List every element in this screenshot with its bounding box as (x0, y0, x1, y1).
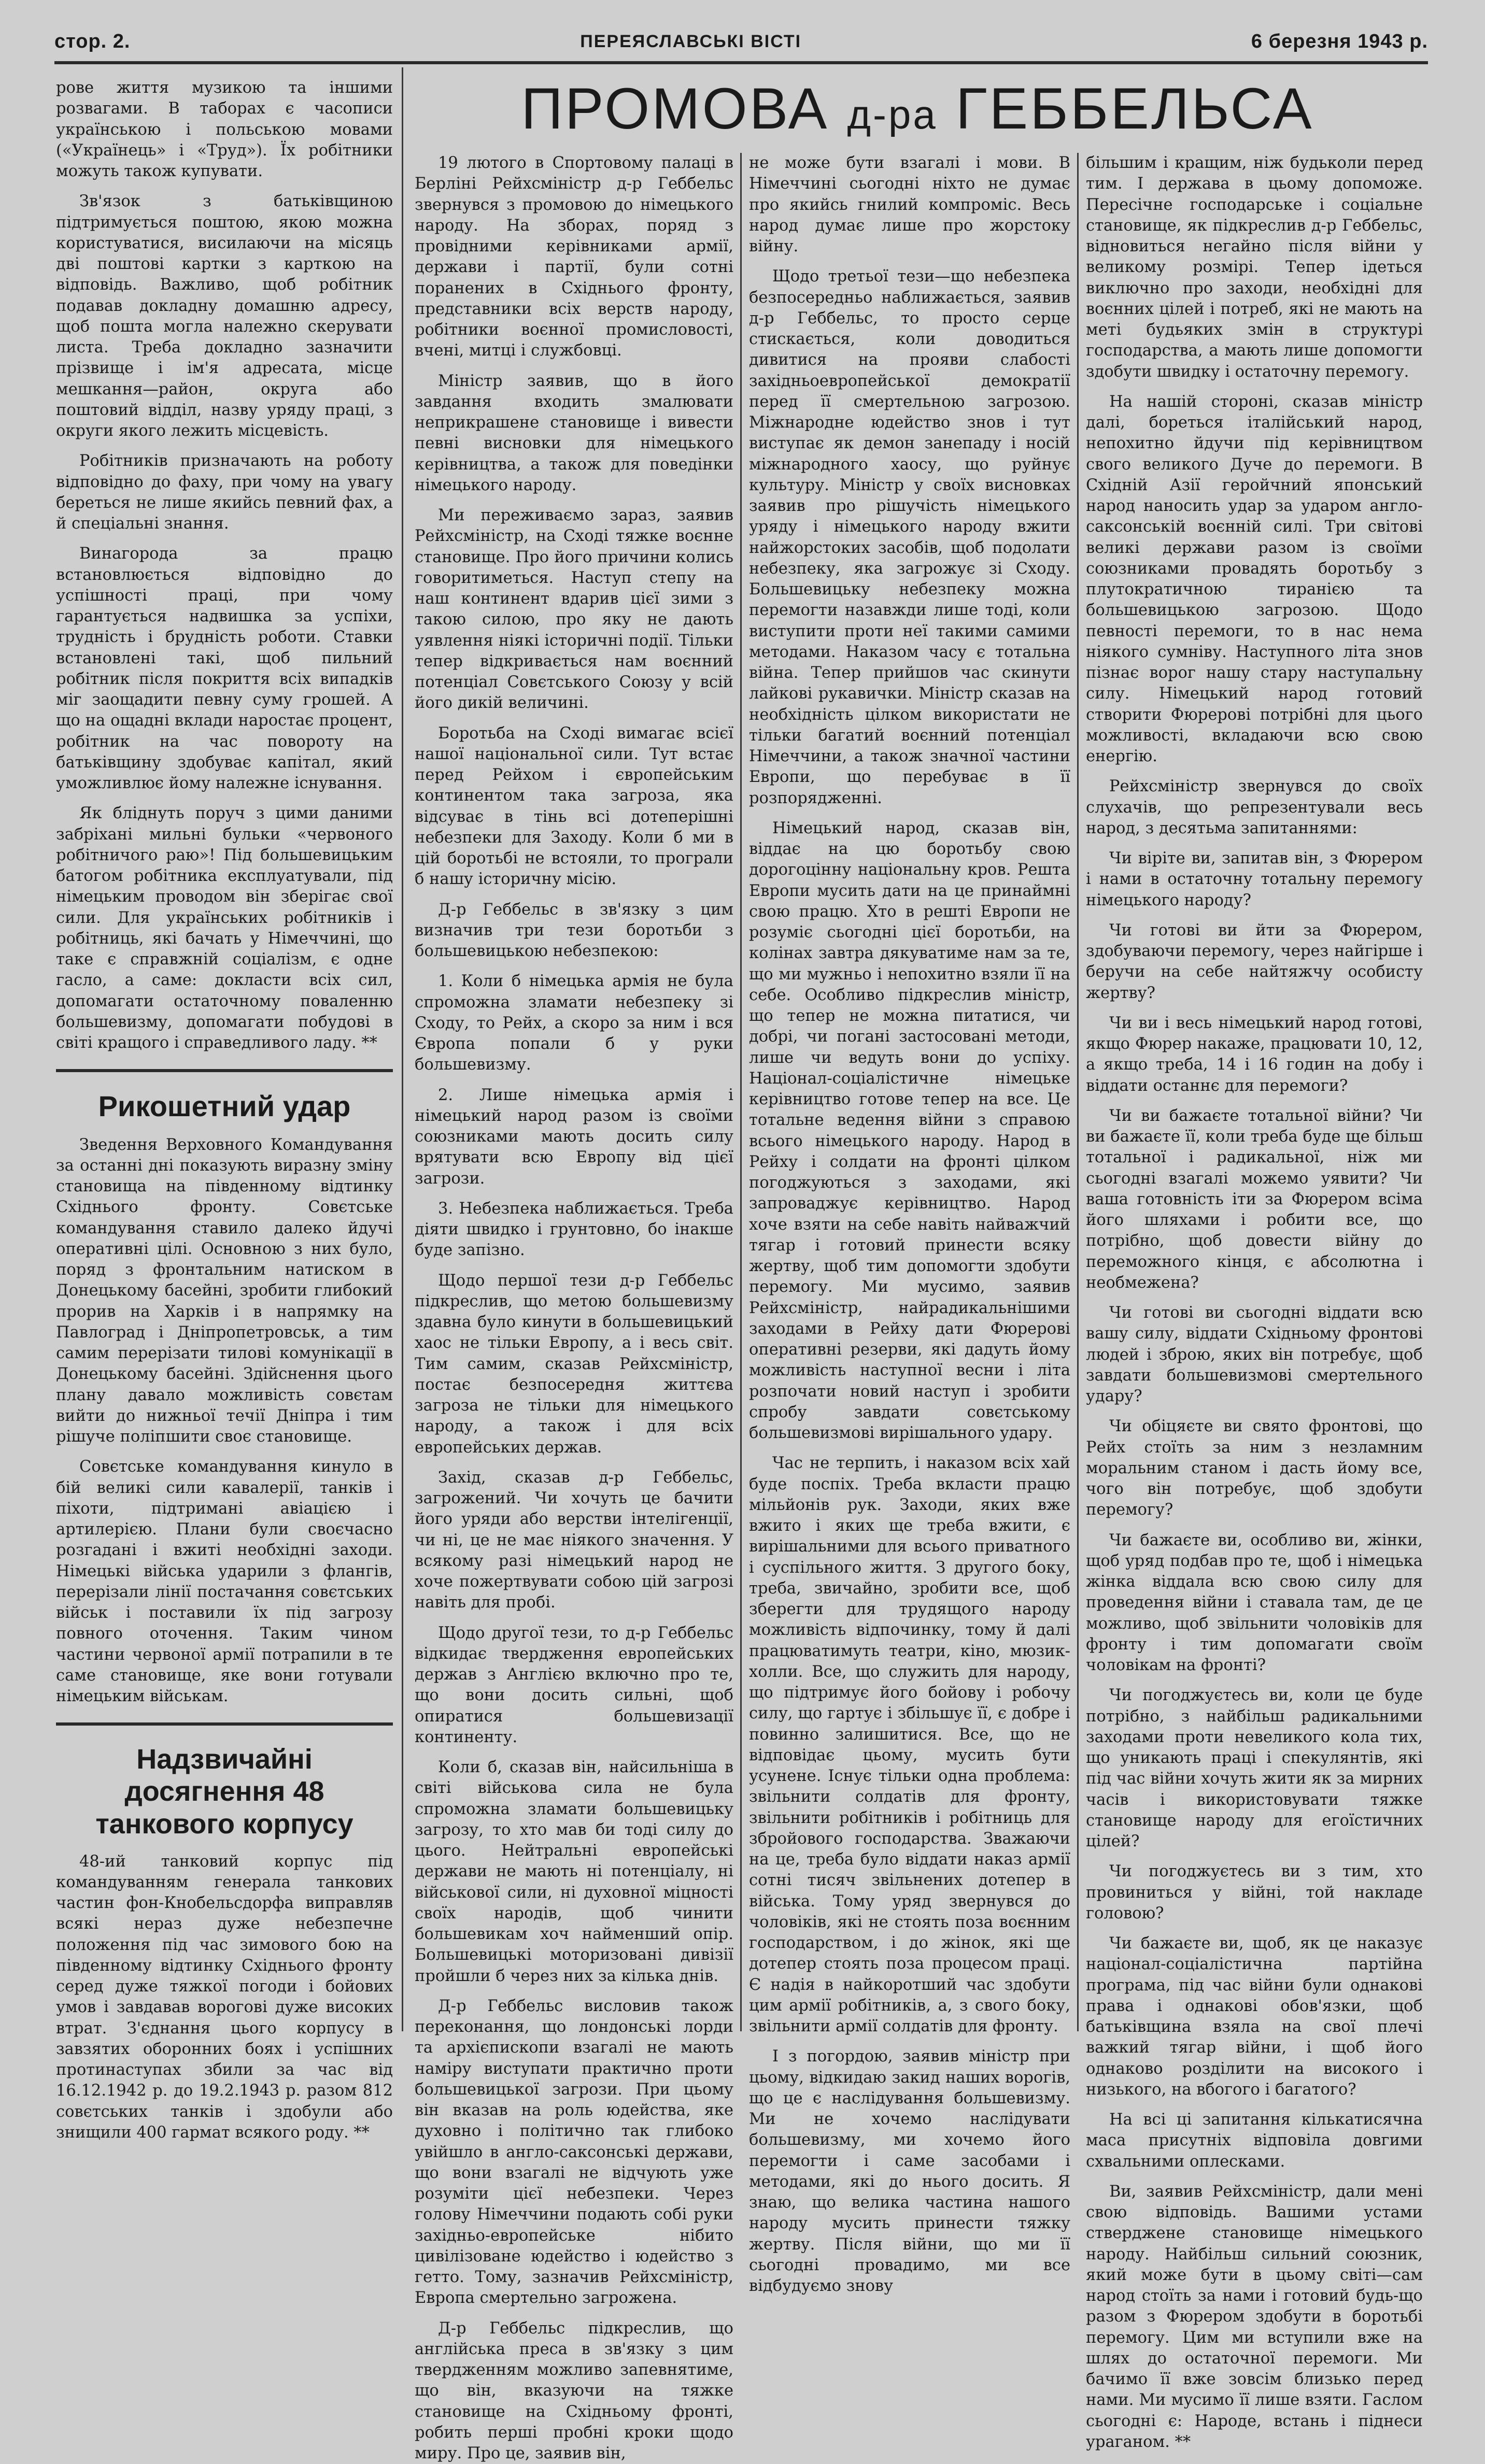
paragraph: Винагорода за працю встановлюється відповідно до успішності праці, при чому гарантується надвишка за успіхи, трудність і брудність роботи. Ставки встановлені такі, щоб пильний робітник після покриття всіх випадків міг заощадити певну суму грошей. А що на ощадні вклади наростає процент, робітник на час повороту на батьківщину здобуває капітал, який уможливлює йому належне існування. (56, 544, 393, 794)
paragraph: 1. Коли б німецька армія не була спроможна зламати небезпеку зі Сходу, то Рейх, а скоро за ним і вся Європа попали б у руки большевизму. (415, 971, 733, 1075)
column-2 (415, 153, 733, 2021)
paragraph: Щодо другої тези, то д-р Геббельс відкидає твердження европейських держав з Англією включно про те, що вони досить сильні, щоб опиратися большевизації континенту. (415, 1623, 733, 1748)
paragraph: Чи бажаєте ви, щоб, як це наказує націонал-соціалістична партійна програма, під час війни були однакові права і однакові обов'язки, щоб батьківщина взяла на свої плечі важкий тягар війни, і щоб його однаково розділити на високого і низького, на вбогого і багатого? (1086, 1933, 1423, 2100)
paragraph: Чи готові ви сьогодні віддати всю вашу силу, віддати Східньому фронтові людей і зброю, яких він потребує, щоб завдати большевизмові смертельного удару? (1086, 1303, 1423, 1407)
column-divider (740, 153, 742, 2031)
paragraph: більшим і кращим, ніж будьколи перед тим. І держава в цьому допоможе. Пересічне господарське і соціальне становище, як підкреслив д-р Геббельс, відновиться негайно після війни у великому розмірі. Тепер ідеться виключно про заходи, необхідні для воєнних цілей і потреб, які не мають на меті будьяких змін в структурі господарства, а мають лише допомогти здобути швидку і остаточну перемогу. (1086, 153, 1423, 382)
headline-word: д-ра (847, 92, 938, 137)
newspaper-name: ПЕРЕЯСЛАВСЬКІ ВІСТІ (580, 32, 801, 52)
paragraph: Німецький народ, сказав він, віддає на цю боротьбу свою дорогоцінну національну кров. Решта Европи мусить дати на це принаймні свою працю. Хто в решті Европи не розуміє сьогодні цієї боротьби, на колінах завтра дякуватиме нам за те, що ми мужньо і непохитно взяли її на себе. Особливо підкреслив міністр, що тепер не можна питатися, чи добрі, чи погані застосовані методи, лише чи ведуть вони до успіху. Націонал-соціалістичне німецьке керівництво готове тепер на все. Це тотальне ведення війни з справою всього німецького народу. Народ в Рейху і солдати на фронті цілком погоджуються з заходами, які запроваджує керівництво. Народ хоче взяти на себе навіть найважчий тягар і готовий принести всяку жертву, щоб тим допомогти здобути перемогу. Ми мусимо, заявив Рейхсміністр, найрадикальнішими заходами в Рейху дати Фюрерові оперативні резерви, які дадуть йому можливість наступної весни і літа розпочати новий наступ і зробити спробу завдати совєтському большевизмові вирішального удару. (749, 818, 1070, 1444)
paragraph: не може бути взагалі і мови. В Німеччині сьогодні ніхто не думає про якийсь гнилий компроміс. Весь народ думає лише про жорстоку війну. (749, 153, 1070, 257)
paragraph: 19 лютого в Спортовому палаці в Берліні Рейхсміністр д-р Геббельс звернувся з промовою до німецького народу. На зборах, поряд з провідними керівниками армії, держави і партії, були сотні поранених в Східнього фронту, представники всіх верств народу, робітники воєнної промисловості, вчені, митці і службовці. (415, 153, 733, 362)
column-divider (1077, 153, 1079, 2031)
paragraph: Захід, сказав д-р Геббельс, загрожений. Чи хочуть це бачити його уряди або верстви інтелігенції, чи ні, це не має ніякого значення. У всякому разі німецький народ не хоче пожертвувати собою цій загрозі навіть для пробі. (415, 1468, 733, 1614)
paragraph: 2. Лише німецька армія і німецький народ разом із своїми союзниками мають досить силу врятувати всю Европу від цієї загрози. (415, 1085, 733, 1189)
column-1 (56, 78, 393, 2021)
issue-date: 6 березня 1943 р. (1251, 31, 1428, 53)
column-divider (402, 67, 403, 2031)
headline (409, 73, 1425, 145)
paragraph: Щодо першої тези д-р Геббельс підкреслив, що метою большевизму здавна було кинути в большевицький хаос не тільки Европу, а і весь світ. Тим самим, сказав Рейхсміністр, постає безпосередня життєва загроза не тільки для німецького народу, а також і для всіх европейських держав. (415, 1271, 733, 1458)
paragraph: Ви, заявив Рейхсміністр, дали мені свою відповідь. Вашими устами стверджене становище німецького народу. Найбільш сильний союзник, який може бути в цьому світі—сам народ стоїть за нами і готовий будь-що разом з Фюрером здобути в боротьбі перемогу. Цим ми вступили вже на шлях до остаточної перемоги. Ми бачимо її вже зовсім близько перед нами. Ми мусимо її лише взяти. Гаслом сьогодні є: Народе, встань і піднеси ураганом. ** (1086, 2182, 1423, 2453)
paragraph: Боротьба на Сході вимагає всієї нашої національної сили. Тут встає перед Рейхом і європейським континентом така загроза, яка відсуває в тінь всі дотеперішні небезпеки для Заходу. Коли б ми в цій боротьбі не встояли, то програли б нашу історичну місію. (415, 723, 733, 890)
paragraph: рове життя музикою та іншими розвагами. В таборах є часописи українською і польською мовами («Українець» і «Труд»). Їх робітники можуть також купувати. (56, 78, 393, 182)
paragraph: Час не терпить, і наказом всіх хай буде поспіх. Треба вкласти працю мільйонів рук. Заходи, яких вже вжито і яких ще треба вжити, є вирішальними для всього приватного і суспільного життя. З другого боку, треба, звичайно, зробити все, щоб зберегти для трудящого народу можливість відпочинку, тому й далі працюватимуть театри, кіно, мюзик-холли. Все, що служить для народу, що підтримує його бойову і робочу силу, що гартує і збільшує її, є добре і повинно залишитися. Все, що не відповідає цьому, мусить бути усунене. Існує тільки одна проблема: звільнити солдатів для фронту, звільнити робітників і робітниць для збройового господарства. Зважаючи на це, треба було віддати наказ армії сотні тисяч звільнених дотепер в війська. Тому уряд звернувся до чоловіків, які не стоять поза воєнним господарством, і до жінок, які ще дотепер стоять поза процесом праці. Є надія в найкоротший час здобути цим армії робітників, а, з свого боку, звільнити армії солдатів для фронту. (749, 1453, 1070, 2037)
column-4 (1086, 153, 1423, 2021)
header-rule (54, 61, 1428, 64)
headline-word: ПРОМОВА (521, 76, 829, 141)
column-3 (749, 153, 1070, 2021)
paragraph: 48-ий танковий корпус під командуванням генерала танкових частин фон-Кнобельсдорфа виправляв всякі нераз дуже небезпечне положення під час зимового бою на південному відтинку Східнього фронту серед дуже тяжкої погоди і бойових умов і завдавав ворогові дуже високих втрат. З'єднання цього корпусу в завзятих оборонних боях і успішних протинаступах збили за час від 16.12.1942 р. до 19.2.1943 р. разом 812 совєтських танків і здобули або знищили 400 гармат всякого роду. ** (56, 1851, 393, 2144)
paragraph: Д-р Геббельс висловив також переконання, що лондонські лорди та архієпископи взагалі не мають наміру виступати практично проти большевицької загрози. При цьому він вказав на роль юдейства, яке духовно і політично так глибоко увійшло в англо-саксонські держави, що вони взагалі не відчують уже розуміти цієї небезпеки. Через голову Німеччини подають собі руки західньо-европейське нібито цивілізоване юдейство і юдейство з гетто. Тому, зазначив Рейхсміністр, Европа смертельно загрожена. (415, 1996, 733, 2309)
page-number: стор. 2. (54, 31, 130, 53)
page-header (54, 23, 1428, 60)
article-title: Надзвичайні досягнення 48 танкового корпусу (56, 1743, 393, 1840)
paragraph: На всі ці запитання кількатисячна маса присутніх відповіла довгими схвальними оплесками. (1086, 2110, 1423, 2172)
paragraph: Зведення Верховного Командування за останні дні показують виразну зміну становища на південному відтинку Східнього фронту. Совєтське командування ставило далеко йдучі оперативні цілі. Основною з них було, поряд з фронтальним натиском в Донецькому басейні, зробити глибокий прорив на Харків і в напрямку на Павлоград і Дніпропетровськ, а тим самим перерізати тилові комунікації в Донецькому басейні. Здійснення цього плану давало можливість совєтам вийти до нижньої течії Дніпра і тим рішуче поліпшити своє становище. (56, 1135, 393, 1448)
paragraph: Чи ви і весь німецький народ готові, якщо Фюрер накаже, працювати 10, 12, а якщо треба, 14 і 16 годин на добу і віддати останнє для перемоги? (1086, 1013, 1423, 1096)
paragraph: Чи обіцяєте ви свято фронтові, що Рейх стоїть за ним з незламним моральним станом і дасть йому все, чого він потребує, щоб здобути перемогу? (1086, 1416, 1423, 1520)
paragraph: Міністр заявив, що в його завдання входить змалювати неприкрашене становище і вивести певні висновки для німецького керівництва, а також для поведінки німецького народу. (415, 371, 733, 496)
paragraph: Д-р Геббельс підкреслив, що англійська преса в зв'язку з цим твердженням можливо запевнятиме, що він, вказуючи на тяжке становище на Східньому фронті, робить перші пробні кроки щодо миру. Про це, заявив він, (415, 2318, 733, 2464)
paragraph: Чи бажаєте ви, особливо ви, жінки, щоб уряд подбав про те, щоб і німецька жінка віддала всю свою силу для проведення війни і ставала там, де це можливо, щоб звільнити чоловіків для фронту і тим допомагати своїм чоловікам на фронті? (1086, 1530, 1423, 1676)
paragraph: Д-р Геббельс в зв'язку з цим визначив три тези боротьби з большевицькою небезпекою: (415, 900, 733, 962)
paragraph: На нашій стороні, сказав міністр далі, бореться італійський народ, непохитно йдучи під керівництвом свого великого Дуче до перемоги. В Східній Азії геройчний японський народ наносить удар за ударом англо-саксонській воєнній силі. Три світові великі держави разом із своїми союзниками провадять боротьбу з плутократичною тиранією та большевицькою загрозою. Щодо певності перемоги, то в нас нема ніякого сумніву. Наступного літа знов пізнає ворог нашу стару наступальну силу. Німецький народ готовий створити Фюрерові потрібні для цього можливості, вкладаючи всю свою енергію. (1086, 392, 1423, 767)
paragraph: Зв'язок з батьківщиною підтримується поштою, якою можна користуватися, висилаючи на місяць дві поштові картки з карткою на відповідь. Важливо, щоб робітник подавав докладну домашню адресу, щоб пошта могла належно скерувати листа. Треба докладно зазначити прізвище і ім'я адресата, місце мешкання—район, округа або поштовий відділ, назву уряду праці, з округи якого лежить місцевість. (56, 191, 393, 441)
paragraph: Чи віріте ви, запитав він, з Фюрером і нами в остаточну тотальну перемогу німецького народу? (1086, 848, 1423, 911)
paragraph: Ми переживаємо зараз, заявив Рейхсміністр, на Сході тяжке воєнне становище. Про його причини колись говоритиметься. Наступ степу на наш континент вдарив цієї зими з такою силою, про яку не дають уявлення ніякі історичні події. Тільки тепер відкривається нам воєнний потенціал Совєтського Союзу у всій його дикій величині. (415, 505, 733, 714)
paragraph: Рейхсміністр звернувся до своїх слухачів, що репрезентували весь народ, з десятьма запитаннями: (1086, 776, 1423, 839)
paragraph: Чи погоджуєтесь ви, коли це буде потрібно, з найбільш радикальними заходами проти невеликого кола тих, що уникають праці і спекулянтів, які під час війни хочуть жити як за мирних часів і використовувати тяжке становище народу для егоїстичних цілей? (1086, 1685, 1423, 1852)
paragraph: Чи готові ви йти за Фюрером, здобуваючи перемогу, через найгірше і беручи на себе найтяжчу особисту жертву? (1086, 920, 1423, 1004)
paragraph: Чи ви бажаєте тотальної війни? Чи ви бажаєте її, коли треба буде ще більш тотальної і радикальної, ніж ми сьогодні взагалі можемо уявити? Чи ваша готовність іти за Фюрером всіма його шляхами і робити все, що потрібно, щоб довести війну до переможного кінця, є абсолютна і необмежена? (1086, 1106, 1423, 1293)
paragraph: Робітників призначають на роботу відповідно до фаху, при чому на увагу береться не лише якийсь певний фах, а й спеціальні знання. (56, 451, 393, 534)
headline-word: ГЕББЕЛЬСА (956, 76, 1314, 141)
section-divider (56, 1069, 393, 1072)
paragraph: І з погордою, заявив міністр при цьому, відкидаю закид наших ворогів, що це є наслідування большевизму. Ми не хочемо наслідувати большевизму, ми хочемо його перемогти і саме засобами і методами, які до нього досить. Я знаю, що велика частина нашого народу мусить принести тяжку жертву. Після війни, що ми її сьогодні провадимо, ми все відбудуємо знову (749, 2046, 1070, 2297)
paragraph: Чи погоджуєтесь ви з тим, хто провиниться у війні, той накладе головою? (1086, 1861, 1423, 1924)
paragraph: Як бліднуть поруч з цими даними забріхані мильні бульки «червоного робітничого раю»! Під большевицьким батогом робітника експлуатували, під німецьким проводом він зберігає свої сили. Для українських робітників і робітниць, які бачать у Німеччині, що таке є справжній соціалізм, є одне гасло, а саме: докласти всіх сил, допомагати остаточному поваленню большевизму, допомагати побудові в світі кращого і справедливого ладу. ** (56, 803, 393, 1053)
paragraph: Совєтське командування кинуло в бій великі сили кавалерії, танків і піхоти, підтримані авіацією і артилерією. Плани були своєчасно розгадані і вжиті необхідні заходи. Німецькі війська ударили з флангів, перерізали лінії постачання совєтських військ і поставили їх під загрозу повного оточення. Таким чином частини червоної армії потрапили в те саме становище, яке вони готували німецьким військам. (56, 1457, 393, 1707)
paragraph: Коли б, сказав він, найсильніша в світі військова сила не була спроможна зламати большевицьку загрозу, то хто мав би тоді силу до цього. Нейтральні европейські держави не мають ні потенціалу, ні військової сили, ні духовної міцності своїх народів, щоб чинити большевикам хоч найменший опір. Большевицькі моторизовані дивізії пройшли б через них за кілька днів. (415, 1757, 733, 1987)
paragraph: Щодо третьої тези—що небезпека безпосередньо наближається, заявив д-р Геббельс, то просто серце стискається, коли доводиться дивитися на прояви слабості західньоевропейської демократії перед її смертельною загрозою. Міжнародне юдейство знов і тут виступає як демон занепаду і носій міжнародного хаосу, що руйнує культуру. Міністр у своїх висновках заявив про рішучість німецького уряду і німецького народу вжити найжорстоких засобів, щоб подолати небезпеку, яка загрожує зі Сходу. Большевицьку небезпеку можна перемогти назавжди лише тоді, коли виступити проти неї такими самими методами. Наказом часу є тотальна війна. Тепер прийшов час скинути лайкові рукавички. Міністр сказав на необхідність цілком використати не тільки багатий воєнний потенціал Німеччини, а також значної частини Европи, що перебуває в її розпорядженні. (749, 266, 1070, 809)
section-divider (56, 1722, 393, 1726)
paragraph: 3. Небезпека наближається. Треба діяти швидко і грунтовно, бо інакше буде запізно. (415, 1199, 733, 1261)
article-title: Рикошетний удар (56, 1090, 393, 1123)
